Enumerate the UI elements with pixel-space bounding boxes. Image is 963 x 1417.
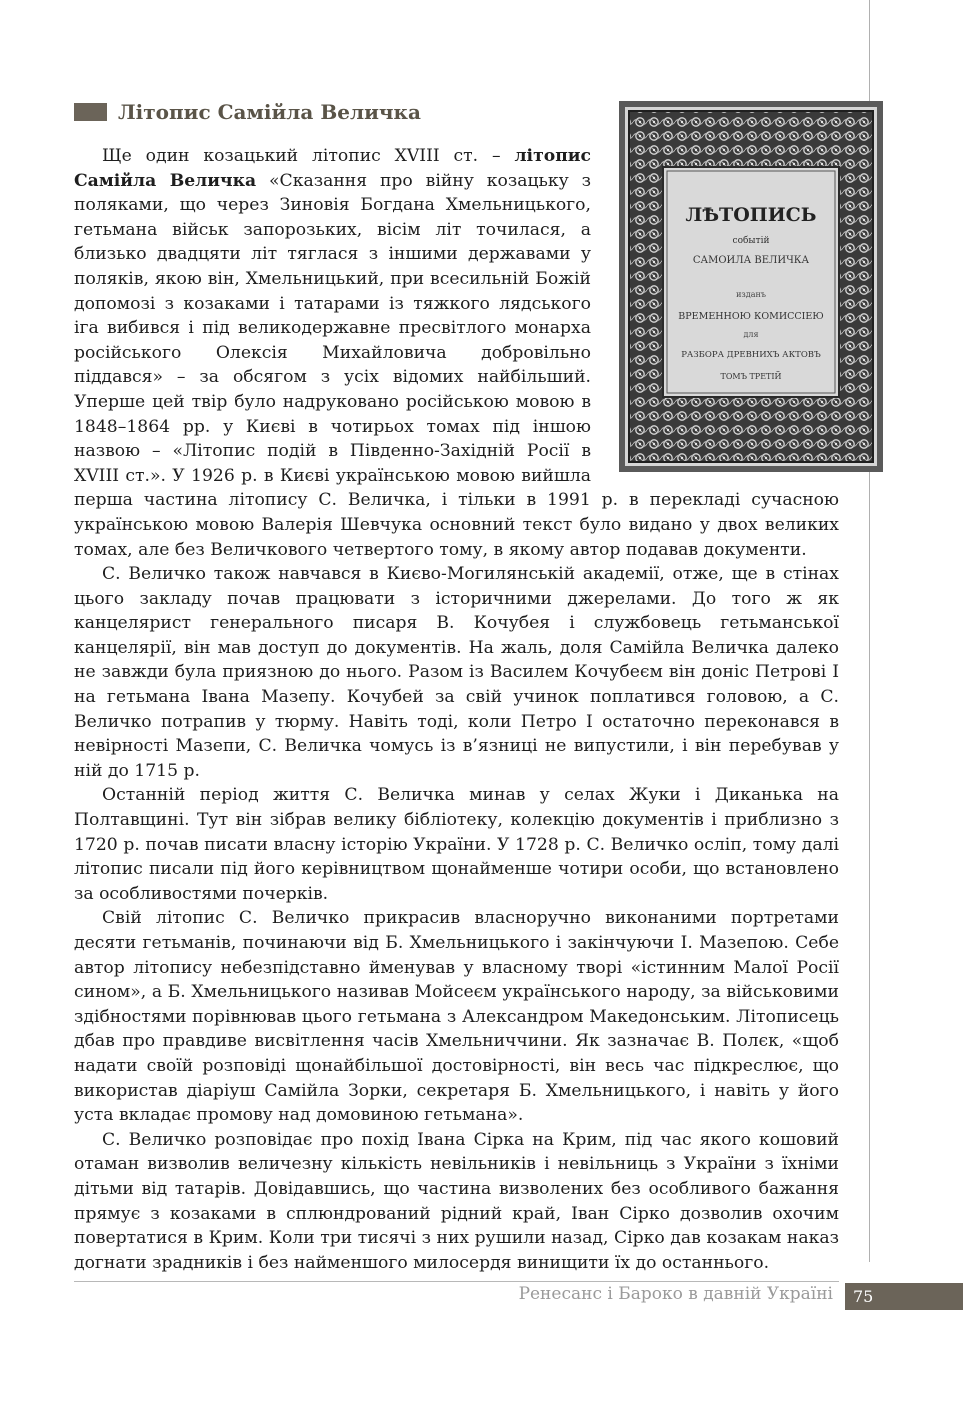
section-title: Літопис Самійла Величка <box>118 100 421 124</box>
figure-line-1: ЛѢТОПИСЬ <box>685 204 817 226</box>
paragraph-5: С. Величко розповідає про похід Івана Сірка на Крим, під час якого кошовий отаман визволив величезну кількість невільників і невільниць з України з їхніми дітьми від татарів. Довідавшись, що частина визволених без особливого бажання прямує з козаками в сплюндрований рідний край, Іван Сірко дозволив охочим повертатися в Крим. Коли три тисячі з них рушили назад, Сірко дав козакам наказ догнати зрадників і без найменшого милосердя винищити їх до останнього. <box>74 1129 839 1273</box>
figure-line-5: ВРЕМЕННОЮ КОМИССІЕЮ <box>678 311 824 322</box>
heading-marker <box>74 103 107 121</box>
paragraph-2: С. Величко також навчався в Києво-Могилянській академії, отже, ще в стінах цього закладу почав працювати з історичними джерелами. До того ж як канцелярист генерального писаря В. Кочубея і службовець гетьманської канцелярії, він мав доступ до документів. На жаль, доля Самійла Величка далеко не завжди була приязною до нього. Разом із Василем Кочубеєм він доніс Петрові І на гетьмана Івана Мазепу. Кочубей за свій учинок поплатився головою, а С. Величко потрапив у тюрму. Навіть тоді, коли Петро І остаточно переконався в невірності Мазепи, С. Величка чомусь із в’язниці не випустили, і він перебував у ній до 1715 р. <box>74 564 839 781</box>
running-footer-title: Ренесанс і Бароко в давній Україні <box>518 1284 833 1304</box>
figure-line-7: РАЗБОРА ДРЕВНИХЪ АКТОВЪ <box>681 350 821 360</box>
footer-rule <box>74 1281 839 1282</box>
figure-line-4: изданъ <box>736 290 766 299</box>
section-heading <box>74 100 421 124</box>
p1-start: Ще один козацький літопис XVIII ст. – <box>102 146 515 166</box>
figure-line-6: для <box>743 330 759 339</box>
figure-line-2: событій <box>732 236 770 246</box>
figure-float-spacer <box>603 144 839 481</box>
paragraph-3: Останній період життя С. Величка минав у селах Жуки і Диканька на Полтавщині. Тут він зібрав велику бібліотеку, колекцію документів і приблизно з 1720 р. почав писати власну історію України. У 1728 р. С. Величко осліп, тому далі літопис писали під його керівництвом щонайменше чотири особи, що встановлено за особливостями почерків. <box>74 785 839 904</box>
p1-rest: «Сказання про війну козацьку з поляками, що через Зиновія Богдана Хмельницького, гетьмана військ запорозьких, вісім літ точилася, а близько двадцяти літ тяглася з іншими державами у поляків, якою він, Хмельницький, при всесильній Божій допомозі з козаками і татарами із тяжкого лядського іга вибився і під великодержавне пресвітлого монарха російського Олексія Михайловича добровільно піддався» – за обсягом з усіх відомих найбільший. Уперше цей твір було надруковано російською мовою в 1848–1864 рр. у Києві в чотирьох томах під іншою назвою – «Літопис подій в Південно-Західній Росії в XVIII ст.». У 1926 р. в Києві українською мовою вийшла перша частина літопису С. Величка, і тільки в 1991 р. в перекладі сучасною українською мовою Валерія Шевчука основний текст було видано у двох великих томах, але без Величкового четвертого тому, в якому автор подавав документи. <box>74 170 839 560</box>
figure-line-3: САМОИЛА ВЕЛИЧКА <box>692 255 810 266</box>
p1-bold-term: літопис Самійла Величка <box>74 146 591 191</box>
body-text <box>74 144 839 1275</box>
page-number: 75 <box>845 1283 963 1310</box>
paragraph-4: Свій літопис С. Величко прикрасив власноручно виконаними портретами десяти гетьманів, починаючи від Б. Хмельницького і закінчуючи І. Мазепою. Себе автор літопису небезпідставно йменував у власному творі «істинним Малої Росії сином», а Б. Хмельницького називав Мойсеєм українського народу, за військовими здібностями порівнював цього гетьмана з Александром Македонським. Літописець дбав про правдиве висвітлення часів Хмельниччини. Як зазначає В. Полєк, «щоб надати своїй розповіді щонайбільшої достовірності, він весь час підкреслює, що використав діаріуш Самійла Зорки, секретаря Б. Хмельницького, і навіть у його уста вкладає промову над домовиною гетьмана». <box>74 908 839 1126</box>
figure-line-8: ТОМЪ ТРЕТІЙ <box>720 372 782 381</box>
